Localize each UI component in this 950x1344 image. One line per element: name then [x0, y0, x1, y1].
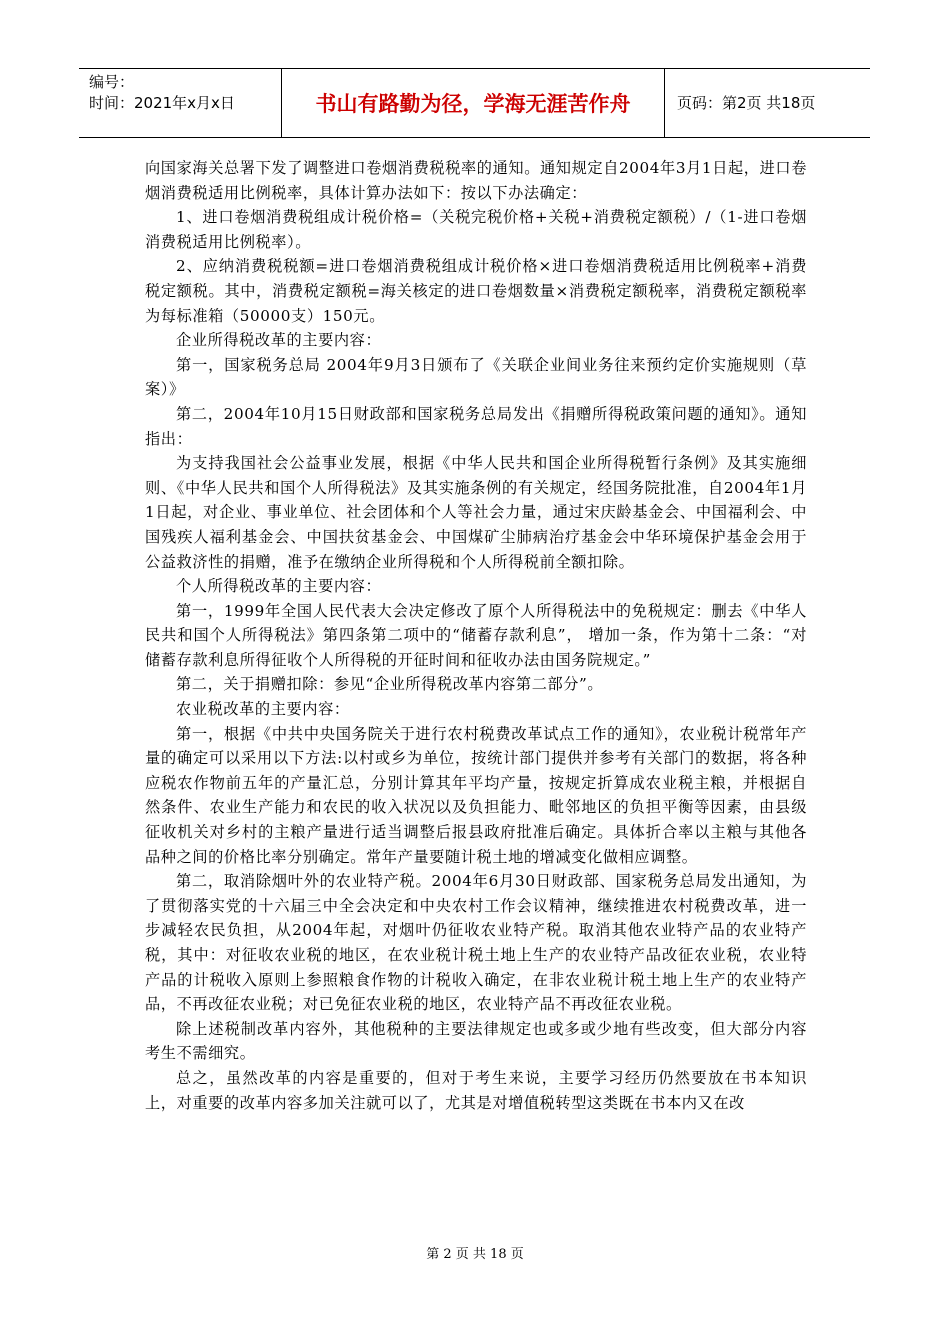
document-body: [145, 156, 807, 1115]
body-paragraph: 个人所得税改革的主要内容：: [176, 577, 382, 596]
page-header: [79, 68, 870, 138]
body-paragraph: 2、应纳消费税税额=进口卷烟消费税组成计税价格×进口卷烟消费税适用比例税率+消费税定额税。其中，消费税定额税=海关核定的进口卷烟数量×消费税定额税率，消费税定额税率为每标准箱（50000支）150元。: [145, 257, 807, 325]
body-paragraph: 第一，根据《中共中央国务院关于进行农村税费改革试点工作的通知》，农业税计税常年产量的确定可以采用以下方法:以村或乡为单位，按统计部门提供并参考有关部门的数据，将各种应税农作物前五年的产量汇总，分别计算其年平均产量，按规定折算成农业税主粮，并根据自然条件、农业生产能力和农民的收入状况以及负担能力、毗邻地区的负担平衡等因素，由县级征收机关对乡村的主粮产量进行适当调整后报县政府批准后确定。具体折合率以主粮与其他各品种之间的价格比率分别确定。常年产量要随计税土地的增减变化做相应调整。: [145, 724, 807, 866]
body-paragraph: 企业所得税改革的主要内容：: [176, 331, 382, 350]
header-meta-cell: [79, 69, 282, 137]
document-date-label: 时间：2021年x月x日: [89, 94, 235, 112]
header-page-cell: [665, 69, 870, 137]
body-paragraph: 第一，国家税务总局 2004年9月3日颁布了《关联企业间业务往来预约定价实施规则（草案）》: [145, 355, 807, 399]
body-paragraph: 向国家海关总署下发了调整进口卷烟消费税税率的通知。通知规定自2004年3月1日起，进口卷烟消费税适用比例税率，具体计算办法如下：按以下办法确定：: [145, 159, 807, 202]
header-page-info: 页码：第2页 共18页: [677, 94, 816, 112]
header-motto: 书山有路勤为径，学海无涯苦作舟: [315, 92, 631, 116]
body-paragraph: 除上述税制改革内容外，其他税种的主要法律规定也或多或少地有些改变，但大部分内容考生不需细究。: [145, 1019, 807, 1063]
body-paragraph: 第二，取消除烟叶外的农业特产税。2004年6月30日财政部、国家税务总局发出通知，为了贯彻落实党的十六届三中全会决定和中央农村工作会议精神，继续推进农村税费改革，进一步减轻农民负担，从2004年起，对烟叶仍征收农业特产税。取消其他农业特产品的农业特产税，其中：对征收农业税的地区，在农业税计税土地上生产的农业特产品改征农业税，农业特产品的计税收入原则上参照粮食作物的计税收入确定，在非农业税计税土地上生产的农业特产品，不再改征农业税；对已免征农业税的地区，农业特产品不再改征农业税。: [145, 872, 807, 1014]
body-paragraph: 为支持我国社会公益事业发展，根据《中华人民共和国企业所得税暂行条例》及其实施细则、《中华人民共和国个人所得税法》及其实施条例的有关规定，经国务院批准，自2004年1月1日起，对企业、事业单位、社会团体和个人等社会力量，通过宋庆龄基金会、中国福利会、中国残疾人福利基金会、中国扶贫基金会、中国煤矿尘肺病治疗基金会中华环境保护基金会用于公益救济性的捐赠，准予在缴纳企业所得税和个人所得税前全额扣除。: [145, 454, 807, 571]
header-motto-cell: [282, 69, 665, 137]
body-paragraph: 第二，2004年10月15日财政部和国家税务总局发出《捐赠所得税政策问题的通知》。通知指出：: [145, 404, 807, 448]
body-paragraph: 1、进口卷烟消费税组成计税价格=（关税完税价格+关税+消费税定额税）/（1-进口卷烟消费税适用比例税率）。: [145, 208, 807, 251]
page-footer: 第 2 页 共 18 页: [426, 1247, 524, 1262]
body-paragraph: 第一，1999年全国人民代表大会决定修改了原个人所得税法中的免税规定：删去《中华人民共和国个人所得税法》第四条第二项中的“储蓄存款利息”， 增加一条，作为第十二条：“对储蓄存款利息所得征收个人所得税的开征时间和征收办法由国务院规定。”: [145, 601, 807, 669]
body-paragraph: 农业税改革的主要内容：: [176, 700, 350, 719]
document-number-label: 编号：: [89, 73, 135, 91]
body-paragraph: 第二，关于捐赠扣除：参见“企业所得税改革内容第二部分”。: [176, 675, 604, 694]
body-paragraph: 总之，虽然改革的内容是重要的，但对于考生来说，主要学习经历仍然要放在书本知识上，对重要的改革内容多加关注就可以了，尤其是对增值税转型这类既在书本内又在改: [145, 1068, 807, 1112]
